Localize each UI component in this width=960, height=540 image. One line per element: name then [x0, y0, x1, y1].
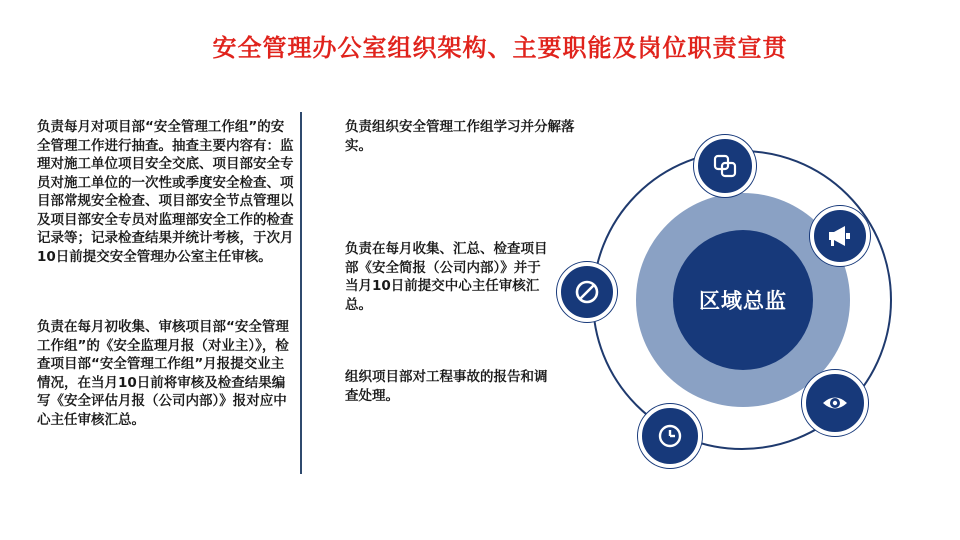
duty-paragraph-briefing: 负责在每月收集、汇总、检查项目部《安全简报（公司内部）》并于当月10日前提交中心主任审核汇总。	[345, 241, 548, 313]
duty-paragraph-inspection: 负责每月对项目部“安全管理工作组”的安全管理工作进行抽查。抽查主要内容有：监理对施工单位项目安全交底、项目部安全专员对施工单位的一次性或季度安全检查、项目部常规安全检查、项目部安全节点管理以及项目部安全专员对监理部安全工作的检查记录等；记录检查结果并统计考核，于次月10日前提交安全管理办公室主任审核。	[37, 119, 294, 265]
organization-diagram	[540, 120, 960, 500]
duty-paragraph-monthly-report: 负责在每月初收集、审核项目部“安全管理工作组”的《安全监理月报（对业主）》，检查项目部“安全管理工作组”月报提交业主情况，在当月10日前将审核及检查结果编写《安全评估月报（公司内部）》报对应中心主任审核汇总。	[37, 319, 289, 428]
prohibited-icon	[557, 262, 617, 322]
center-inner-disc	[673, 230, 813, 370]
duty-paragraph-accident: 组织项目部对工程事故的报告和调查处理。	[345, 369, 548, 404]
page-title: 安全管理办公室组织架构、主要职能及岗位职责宣贯	[212, 34, 788, 62]
overlap-squares-icon	[694, 135, 756, 197]
eye-icon	[802, 370, 868, 436]
center-label: 区域总监	[699, 289, 787, 313]
column-divider	[300, 112, 302, 474]
megaphone-icon	[810, 206, 870, 266]
clock-icon	[638, 404, 702, 468]
duty-paragraph-study: 负责组织安全管理工作组学习并分解落实。	[345, 119, 575, 154]
